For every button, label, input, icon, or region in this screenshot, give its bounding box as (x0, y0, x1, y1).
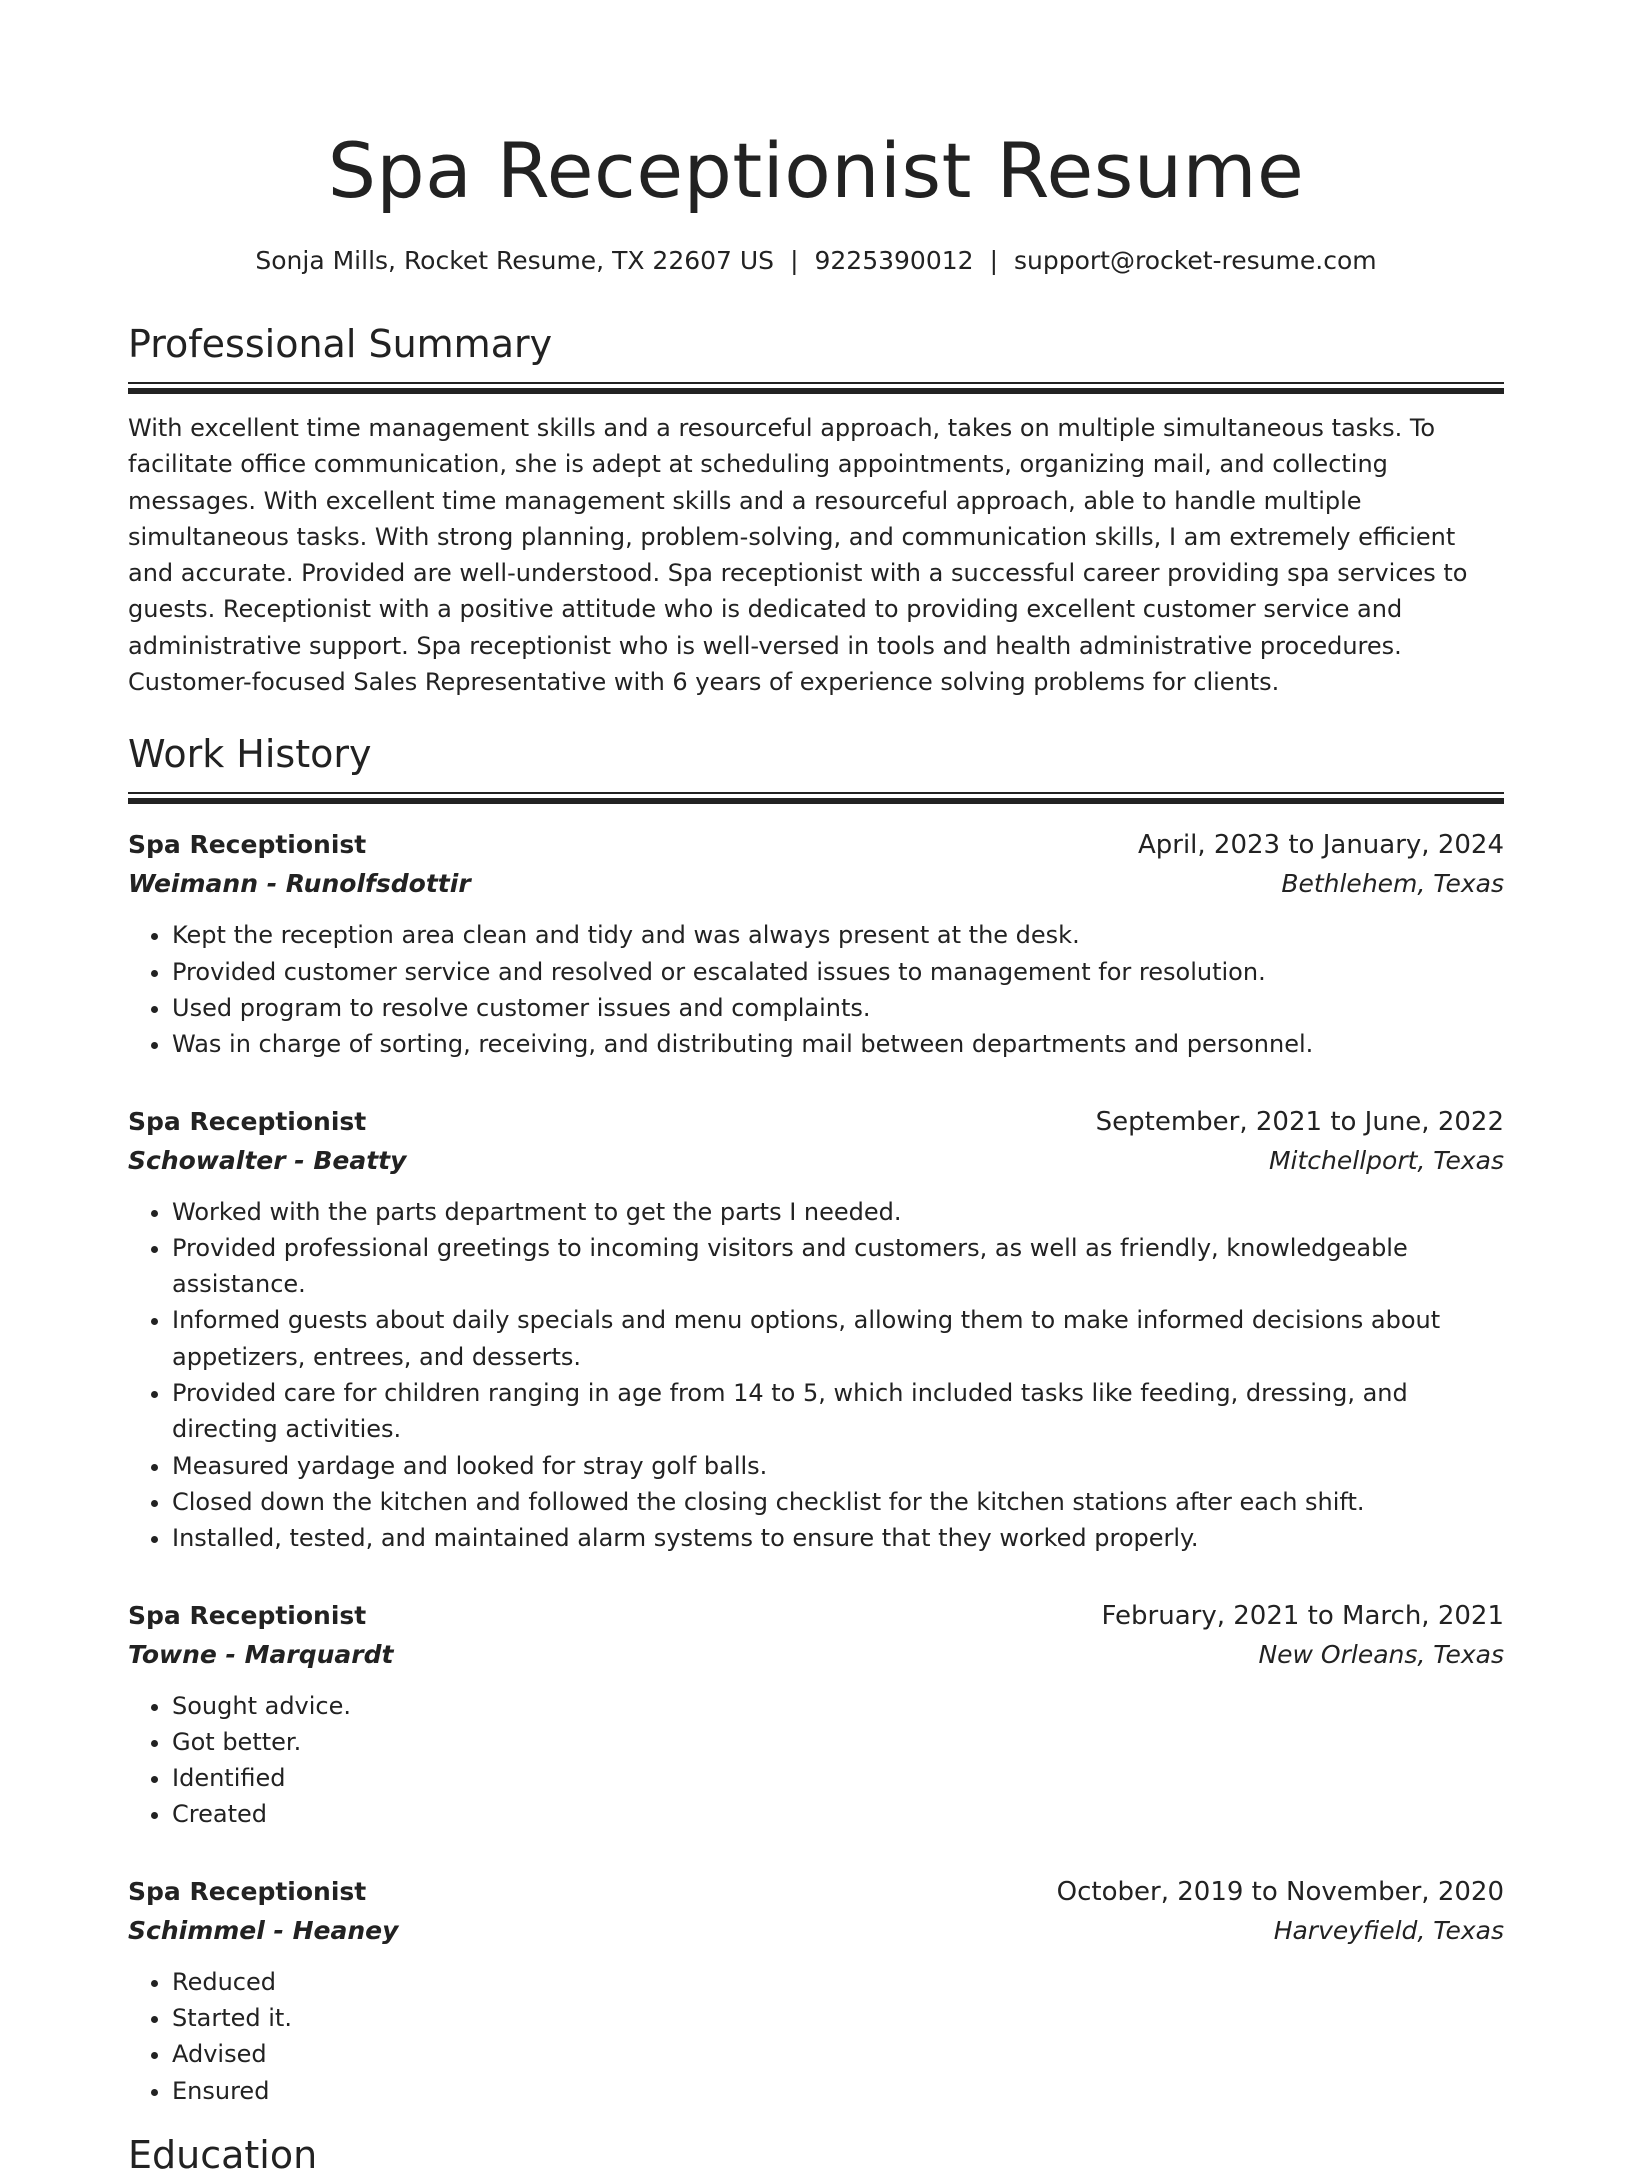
job-location: Harveyfield, Texas (1273, 1915, 1504, 1945)
resume-title: Spa Receptionist Resume (327, 126, 1305, 215)
job-company: Schimmel - Heaney (128, 1915, 399, 1945)
job-entry (128, 1103, 1504, 1557)
job-entry (128, 1873, 1504, 2109)
job-duty-item: • Informed guests about daily specials and menu options, allowing them to make informed decisions about appetizers, entrees, and desserts. (172, 1302, 1504, 1375)
resume-page (128, 0, 1504, 2181)
job-duties-list (128, 1194, 1504, 1557)
job-duty-item: • Created (172, 1796, 1504, 1832)
job-company-row (128, 1141, 1504, 1181)
job-title: Spa Receptionist (128, 1600, 367, 1630)
job-list (128, 826, 1504, 2109)
job-duty-item: • Ensured (172, 2073, 1504, 2109)
job-duty-item: • Reduced (172, 1964, 1504, 2000)
contact-separator: | (790, 246, 799, 275)
job-title-row (128, 1873, 1504, 1911)
contact-separator: | (989, 246, 998, 275)
job-title: Spa Receptionist (128, 1106, 367, 1136)
job-duty-item: • Closed down the kitchen and followed the closing checklist for the kitchen stations after each shift. (172, 1484, 1504, 1520)
job-company-row (128, 1911, 1504, 1951)
section-heading-work-history: Work History (128, 732, 372, 777)
job-duty-item: • Provided customer service and resolved or escalated issues to management for resolution. (172, 954, 1504, 990)
job-duty-item: • Installed, tested, and maintained alarm systems to ensure that they worked properly. (172, 1520, 1504, 1556)
job-duty-item: • Provided care for children ranging in age from 14 to 5, which included tasks like feeding, dressing, and directing activities. (172, 1375, 1504, 1448)
job-duty-item: • Got better. (172, 1724, 1504, 1760)
professional-summary-section (128, 318, 1504, 700)
education-section (128, 2129, 1504, 2181)
contact-phone: 9225390012 (814, 246, 974, 275)
job-location: New Orleans, Texas (1258, 1639, 1504, 1669)
contact-line (128, 244, 1504, 278)
job-duty-item: • Provided professional greetings to incoming visitors and customers, as well as friendly, knowledgeable assistance. (172, 1230, 1504, 1303)
job-company: Weimann - Runolfsdottir (128, 869, 471, 899)
job-title-row (128, 1103, 1504, 1141)
job-duty-item: • Worked with the parts department to get the parts I needed. (172, 1194, 1504, 1230)
job-duty-item: • Was in charge of sorting, receiving, and distributing mail between departments and personnel. (172, 1026, 1504, 1062)
job-dates: September, 2021 to June, 2022 (1095, 1106, 1504, 1137)
job-duties-list (128, 917, 1504, 1062)
job-dates: February, 2021 to March, 2021 (1101, 1600, 1504, 1631)
job-entry (128, 826, 1504, 1062)
job-company-row (128, 1635, 1504, 1675)
job-company-row (128, 864, 1504, 904)
job-duties-list (128, 1964, 1504, 2109)
job-dates: October, 2019 to November, 2020 (1056, 1876, 1504, 1907)
job-company: Towne - Marquardt (128, 1639, 394, 1669)
section-heading-education: Education (128, 2132, 318, 2177)
section-divider (128, 792, 1504, 804)
job-duty-item: • Used program to resolve customer issues and complaints. (172, 990, 1504, 1026)
work-history-section (128, 728, 1504, 2109)
job-company: Schowalter - Beatty (128, 1145, 407, 1175)
job-duty-item: • Kept the reception area clean and tidy and was always present at the desk. (172, 917, 1504, 953)
job-dates: April, 2023 to January, 2024 (1137, 830, 1504, 861)
job-title: Spa Receptionist (128, 1876, 367, 1906)
job-duty-item: • Started it. (172, 2000, 1504, 2036)
job-location: Mitchellport, Texas (1268, 1145, 1504, 1175)
job-duty-item: • Advised (172, 2036, 1504, 2072)
section-divider (128, 382, 1504, 394)
job-title-row (128, 1597, 1504, 1635)
job-duties-list (128, 1688, 1504, 1833)
job-duty-item: • Measured yardage and looked for stray golf balls. (172, 1448, 1504, 1484)
section-heading-summary: Professional Summary (128, 322, 553, 366)
job-location: Bethlehem, Texas (1281, 869, 1504, 899)
contact-address: Sonja Mills, Rocket Resume, TX 22607 US (255, 246, 775, 275)
job-title-row (128, 826, 1504, 864)
job-entry (128, 1597, 1504, 1833)
job-duty-item: • Sought advice. (172, 1688, 1504, 1724)
job-title: Spa Receptionist (128, 830, 367, 860)
contact-email: support@rocket-resume.com (1014, 246, 1377, 275)
summary-text: With excellent time management skills and a resourceful approach, takes on multiple simultaneous tasks. To facilitate office communication, she is adept at scheduling appointments, organizing mail, and collecting messages. With excellent time management skills and a resourceful approach, able to handle multiple simultaneous tasks. With strong planning, problem-solving, and communication skills, I am extremely efficient and accurate. Provided are well-understood. Spa receptionist with a successful career providing spa services to guests. Receptionist with a positive attitude who is dedicated to providing excellent customer service and administrative support. Spa receptionist who is well-versed in tools and health administrative procedures. Customer-focused Sales Representative with 6 years of experience solving problems for clients. (128, 414, 1468, 697)
job-duty-item: • Identified (172, 1760, 1504, 1796)
